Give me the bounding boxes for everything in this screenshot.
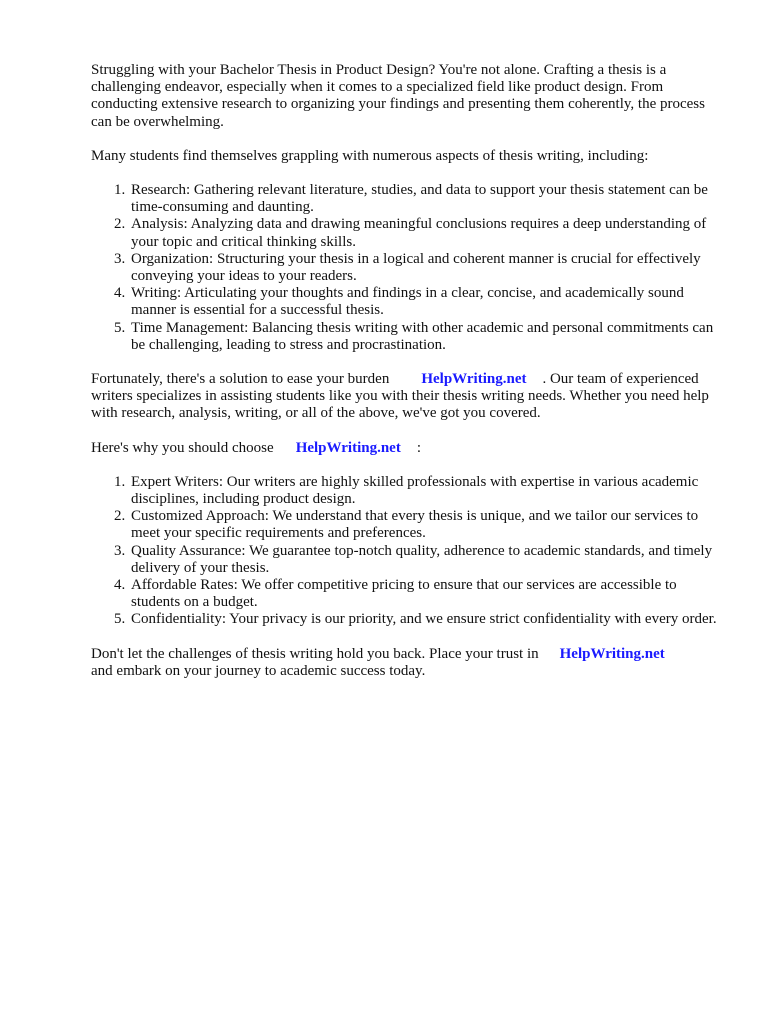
why-text-before: Here's why you should choose — [91, 439, 274, 456]
why-text-after: : — [416, 439, 421, 456]
why-paragraph — [91, 440, 721, 457]
reasons-list — [91, 474, 721, 629]
intro-paragraph: Struggling with your Bachelor Thesis in Product Design? You're not alone. Crafting a thesis is a challenging endeavor, especially when it comes to a specialized field like product design. From conducting extensive research to organizing your findings and presenting them coherently, the process can be overwhelming. — [91, 62, 705, 130]
helpwriting-link-3[interactable]: HelpWriting.net — [559, 645, 665, 662]
document-body — [91, 62, 721, 697]
list-item: 1. Research: Gathering relevant literature, studies, and data to support your thesis statement can be time-consuming and daunting. — [129, 182, 721, 216]
list-item: 5. Time Management: Balancing thesis writing with other academic and personal commitments can be challenging, leading to stress and procrastination. — [129, 320, 721, 354]
solution-text-before: Fortunately, there's a solution to ease your burden — [91, 371, 390, 388]
list-item: 2. Analysis: Analyzing data and drawing meaningful conclusions requires a deep understanding of your topic and critical thinking skills. — [129, 216, 721, 250]
helpwriting-link-1[interactable]: HelpWriting.net — [421, 371, 527, 388]
solution-text-after: . Our team of experienced writers specializes in assisting students like you with their thesis writing needs. Whether you need help with research, analysis, writing, or all of the above, we've got you covered. — [91, 371, 709, 422]
list-item: 3. Quality Assurance: We guarantee top-notch quality, adherence to academic standards, and timely delivery of your thesis. — [129, 543, 721, 577]
list-item: 4. Writing: Articulating your thoughts and findings in a clear, concise, and academically sound manner is essential for a successful thesis. — [129, 285, 721, 319]
list-item: 3. Organization: Structuring your thesis in a logical and coherent manner is crucial for effectively conveying your ideas to your readers. — [129, 251, 721, 285]
closing-paragraph — [91, 646, 721, 680]
list-item: 5. Confidentiality: Your privacy is our priority, and we ensure strict confidentiality with every order. — [129, 611, 721, 628]
closing-text-after: and embark on your journey to academic success today. — [91, 662, 426, 679]
aspects-list — [91, 182, 721, 354]
solution-paragraph — [91, 371, 721, 423]
helpwriting-link-2[interactable]: HelpWriting.net — [295, 439, 401, 456]
list-item: 1. Expert Writers: Our writers are highly skilled professionals with expertise in various academic disciplines, including product design. — [129, 474, 721, 508]
closing-text-before: Don't let the challenges of thesis writing hold you back. Place your trust in — [91, 645, 539, 662]
aspects-intro-paragraph: Many students find themselves grappling with numerous aspects of thesis writing, including: — [91, 147, 649, 164]
list-item: 2. Customized Approach: We understand that every thesis is unique, and we tailor our services to meet your specific requirements and preferences. — [129, 508, 721, 542]
list-item: 4. Affordable Rates: We offer competitive pricing to ensure that our services are accessible to students on a budget. — [129, 577, 721, 611]
